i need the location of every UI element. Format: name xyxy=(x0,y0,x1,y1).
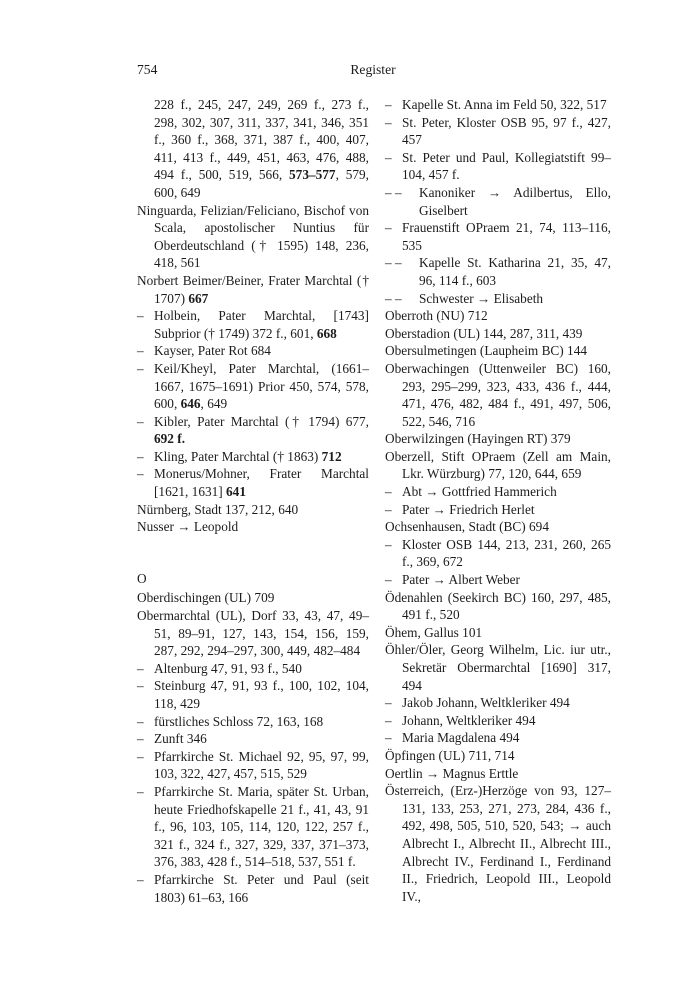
index-entry-text xyxy=(385,782,611,905)
double-dash-marker: – – xyxy=(385,184,402,200)
dash-marker: – xyxy=(385,114,392,130)
entry-text: Kibler, Pater Marchtal († 1794) 677, xyxy=(154,413,369,429)
dash-marker: – xyxy=(137,308,144,324)
entry-text: Zunft 346 xyxy=(154,731,207,747)
entry-text: Altenburg 47, 91, 93 f., 540 xyxy=(154,660,302,676)
index-entry-text xyxy=(385,342,587,360)
entry-text: 228 f., 245, 247, 249, 269 f., 273 f., 298, 302, 307, 311, 337, 341, 346, 351 f., 360 f., 368, 371, 387 f., 400, 407, 411, 413 f., 449, 451, 463, 476, 488, 494 f., 500, 519, 566, xyxy=(154,97,369,183)
dash-marker: – xyxy=(137,871,144,887)
index-entry xyxy=(137,501,369,519)
dash-marker: – xyxy=(137,678,144,694)
index-entry xyxy=(385,254,611,289)
double-dash-marker: – – xyxy=(385,290,402,306)
index-entry-text xyxy=(419,290,611,308)
index-entry-text xyxy=(154,465,369,500)
index-entry-text xyxy=(385,325,582,343)
entry-tail: , 649 xyxy=(200,396,228,412)
index-entry xyxy=(137,465,369,500)
entry-text: Oberdischingen (UL) 709 xyxy=(137,590,275,606)
index-entry-text xyxy=(154,448,369,466)
entry-text: Abt → Gottfried Hammerich xyxy=(402,484,557,500)
entry-text: Kayser, Pater Rot 684 xyxy=(154,343,271,359)
section-spacer xyxy=(137,536,369,570)
index-entry-text xyxy=(385,448,611,483)
index-entry-text xyxy=(154,307,369,342)
index-entry xyxy=(385,149,611,184)
dash-marker: – xyxy=(385,712,392,728)
index-entry-text xyxy=(385,360,611,430)
index-entry xyxy=(137,96,369,202)
index-entry xyxy=(385,641,611,694)
index-entry xyxy=(385,96,611,114)
entry-text: St. Peter und Paul, Kollegiatstift 99–104, 457 f. xyxy=(402,149,611,183)
index-entry-text xyxy=(137,272,369,307)
entry-text: Frauenstift OPraem 21, 74, 113–116, 535 xyxy=(402,220,611,253)
index-entry xyxy=(385,448,611,483)
index-entry-text xyxy=(154,413,369,448)
entry-text: St. Peter, Kloster OSB 95, 97 f., 427, 457 xyxy=(402,114,611,148)
dash-marker: – xyxy=(137,713,144,729)
index-entry-text xyxy=(402,114,611,149)
index-column-left xyxy=(137,96,369,906)
index-entry xyxy=(137,413,369,448)
index-entry xyxy=(385,290,611,308)
index-entry-text xyxy=(402,483,611,501)
index-entry xyxy=(385,694,611,712)
bold-page-ref: 641 xyxy=(226,484,246,500)
entry-text: Oberwilzingen (Hayingen RT) 379 xyxy=(385,431,571,447)
index-entry-text xyxy=(154,660,369,678)
entry-tail: , 579, 600, 649 xyxy=(154,167,370,200)
index-entry-text xyxy=(385,624,482,642)
bold-page-ref: 667 xyxy=(188,290,209,306)
entry-text: Oberroth (NU) 712 xyxy=(385,308,488,324)
entry-text: Pater → Albert Weber xyxy=(402,572,520,588)
entry-text: Monerus/Mohner, Frater Marchtal [1621, 1631] xyxy=(154,466,369,500)
bold-page-ref: 573–577 xyxy=(289,167,336,183)
entry-text: Keil/Kheyl, Pater Marchtal, (1661–1667, 1675–1691) Prior 450, 574, 578, 600, xyxy=(154,360,369,412)
index-entry-text xyxy=(137,607,369,660)
index-entry-text xyxy=(385,747,515,765)
page-header xyxy=(137,61,609,81)
double-dash-marker: – – xyxy=(385,255,402,271)
index-entry xyxy=(385,342,611,360)
entry-text: Maria Magdalena 494 xyxy=(402,730,520,746)
index-entry-text xyxy=(419,184,611,219)
bold-page-ref: 646 xyxy=(180,396,201,412)
index-entry-text xyxy=(402,712,611,730)
index-entry xyxy=(385,765,611,783)
index-entry xyxy=(385,536,611,571)
index-entry-text xyxy=(154,871,369,906)
index-entry xyxy=(137,677,369,712)
index-entry xyxy=(137,713,369,731)
index-entry-text xyxy=(402,501,611,519)
index-entry-text xyxy=(419,254,611,289)
entry-text: Oberzell, Stift OPraem (Zell am Main, Lkr. Würzburg) 77, 120, 644, 659 xyxy=(385,448,611,482)
index-entry-text xyxy=(154,713,369,731)
index-entry xyxy=(385,729,611,747)
entry-text: Oberstadion (UL) 144, 287, 311, 439 xyxy=(385,325,583,341)
entry-text: fürstliches Schloss 72, 163, 168 xyxy=(154,713,324,729)
entry-text: Öhem, Gallus 101 xyxy=(385,624,483,640)
index-entry-text xyxy=(137,202,369,272)
dash-marker: – xyxy=(137,360,144,376)
entry-text: Kapelle St. Anna im Feld 50, 322, 517 xyxy=(402,97,607,112)
dash-marker: – xyxy=(385,97,392,112)
index-entry xyxy=(385,571,611,589)
entry-text: Johann, Weltkleriker 494 xyxy=(402,712,536,728)
index-entry-text xyxy=(402,96,611,114)
index-column-right xyxy=(385,96,611,905)
index-entry xyxy=(137,518,369,536)
index-entry-text xyxy=(402,536,611,571)
index-entry xyxy=(137,730,369,748)
entry-text: Nusser → Leopold xyxy=(137,519,239,535)
entry-text: Kanoniker → Adilbertus, Ello, Giselbert xyxy=(419,184,611,218)
entry-text: Kapelle St. Katharina 21, 35, 47, 96, 114 f., 603 xyxy=(419,255,611,288)
dash-marker: – xyxy=(137,731,144,747)
entry-text: Kling, Pater Marchtal († 1863) xyxy=(154,448,322,464)
entry-text: Norbert Beimer/Beiner, Frater Marchtal († 1707) xyxy=(137,272,369,306)
index-entry-text xyxy=(154,677,369,712)
dash-marker: – xyxy=(385,484,392,500)
dash-marker: – xyxy=(385,536,392,552)
index-entry-text xyxy=(154,783,369,871)
entry-text: Ochsenhausen, Stadt (BC) 694 xyxy=(385,519,549,535)
index-entry xyxy=(137,783,369,871)
entry-text: Österreich, (Erz-)Herzöge von 93, 127–131, 133, 253, 271, 273, 284, 436 f., 492, 498, 505, 510, 520, 543; → auch Albrecht I., Albrecht II., Albrecht III., Albrecht IV., Ferdinand I., Ferdinand II., Friedrich, Leopold III., Leopold IV., xyxy=(385,783,611,904)
index-entry-text xyxy=(154,360,369,413)
entry-text: Öhler/Öler, Georg Wilhelm, Lic. iur utr., Sekretär Obermarchtal [1690] 317, 494 xyxy=(385,642,611,693)
index-entry-text xyxy=(385,430,571,448)
running-title: Register xyxy=(350,62,396,77)
dash-marker: – xyxy=(137,660,144,676)
entry-text: Obermarchtal (UL), Dorf 33, 43, 47, 49–51, 89–91, 127, 143, 154, 156, 159, 287, 292, 294–297, 300, 449, 482–484 xyxy=(137,608,369,659)
index-entry-text xyxy=(137,501,298,519)
entry-text: Oertlin → Magnus Erttle xyxy=(385,765,519,781)
entry-text: Pfarrkirche St. Maria, später St. Urban, heute Friedhofskapelle 21 f., 41, 43, 91 f., 96, 103, 105, 114, 120, 122, 257 f., 321 f., 324 f., 327, 329, 337, 371–373, 376, 383, 428 f., 514–518, 537, 551 f. xyxy=(154,783,369,870)
index-entry-text xyxy=(385,765,518,783)
index-entry-text xyxy=(137,96,369,202)
index-entry xyxy=(385,712,611,730)
index-entry-text xyxy=(154,748,369,783)
entry-text: Oberwachingen (Uttenweiler BC) 160, 293, 295–299, 323, 433, 436 f., 444, 471, 476, 482, 484 f., 491, 497, 506, 522, 546, 716 xyxy=(385,360,611,429)
entry-text: Schwester → Elisabeth xyxy=(419,290,544,306)
index-entry xyxy=(385,430,611,448)
index-entry xyxy=(385,325,611,343)
dash-marker: – xyxy=(137,748,144,764)
index-entry xyxy=(137,202,369,272)
index-entry xyxy=(137,748,369,783)
index-entry xyxy=(385,307,611,325)
index-entry-text xyxy=(402,729,611,747)
dash-marker: – xyxy=(385,572,392,588)
entry-text: Pater → Friedrich Herlet xyxy=(402,501,535,517)
dash-marker: – xyxy=(137,413,144,429)
index-entry xyxy=(385,114,611,149)
index-entry xyxy=(385,782,611,905)
dash-marker: – xyxy=(385,149,392,165)
index-entry-text xyxy=(385,518,549,536)
index-entry-text xyxy=(385,589,611,624)
index-entry-text xyxy=(402,219,611,254)
dash-marker: – xyxy=(137,343,144,359)
index-entry xyxy=(137,307,369,342)
dash-marker: – xyxy=(385,730,392,746)
index-entry-text xyxy=(154,730,369,748)
bold-page-ref: 692 f. xyxy=(154,431,186,447)
index-entry xyxy=(385,360,611,430)
index-entry xyxy=(385,483,611,501)
dash-marker: – xyxy=(137,466,144,482)
entry-text: Pfarrkirche St. Peter und Paul (seit 1803) 61–63, 166 xyxy=(154,871,369,905)
dash-marker: – xyxy=(385,695,392,711)
index-entry xyxy=(137,360,369,413)
index-entry-text xyxy=(402,571,611,589)
index-entry xyxy=(137,342,369,360)
entry-text: Pfarrkirche St. Michael 92, 95, 97, 99, 103, 322, 427, 457, 515, 529 xyxy=(154,748,369,782)
index-entry xyxy=(385,589,611,624)
dash-marker: – xyxy=(137,783,144,799)
index-entry-text xyxy=(385,307,488,325)
index-entry xyxy=(385,747,611,765)
entry-text: Obersulmetingen (Laupheim BC) 144 xyxy=(385,343,587,359)
dash-marker: – xyxy=(385,220,392,236)
section-letter-text: O xyxy=(137,570,147,586)
entry-text: Holbein, Pater Marchtal, [1743] Subprior († 1749) 372 f., 601, xyxy=(154,308,369,341)
index-entry xyxy=(137,448,369,466)
bold-page-ref: 668 xyxy=(316,325,337,341)
index-entry-text xyxy=(402,694,611,712)
bold-page-ref: 712 xyxy=(321,448,342,464)
entry-text: Ödenahlen (Seekirch BC) 160, 297, 485, 491 f., 520 xyxy=(385,589,611,623)
entry-text: Jakob Johann, Weltkleriker 494 xyxy=(402,695,570,711)
index-entry-text xyxy=(137,589,274,607)
index-entry xyxy=(385,518,611,536)
index-entry xyxy=(137,607,369,660)
index-entry xyxy=(137,871,369,906)
section-letter xyxy=(137,570,369,588)
index-entry xyxy=(385,501,611,519)
index-entry xyxy=(385,624,611,642)
index-entry xyxy=(385,184,611,219)
index-entry xyxy=(385,219,611,254)
index-entry-text xyxy=(385,641,611,694)
entry-text: Steinburg 47, 91, 93 f., 100, 102, 104, 118, 429 xyxy=(154,678,369,711)
index-entry-text xyxy=(137,518,238,536)
entry-text: Öpfingen (UL) 711, 714 xyxy=(385,747,515,763)
index-entry-text xyxy=(154,342,369,360)
dash-marker: – xyxy=(137,448,144,464)
dash-marker: – xyxy=(385,501,392,517)
entry-text: Ninguarda, Felizian/Feliciano, Bischof von Scala, apostolischer Nuntius für Oberdeutschland († 1595) 148, 236, 418, 561 xyxy=(137,202,369,271)
entry-text: Nürnberg, Stadt 137, 212, 640 xyxy=(137,501,299,517)
index-entry xyxy=(137,660,369,678)
page-number: 754 xyxy=(137,62,158,77)
entry-text: Kloster OSB 144, 213, 231, 260, 265 f., 369, 672 xyxy=(402,536,611,570)
index-entry xyxy=(137,589,369,607)
index-entry xyxy=(137,272,369,307)
index-entry-text xyxy=(402,149,611,184)
